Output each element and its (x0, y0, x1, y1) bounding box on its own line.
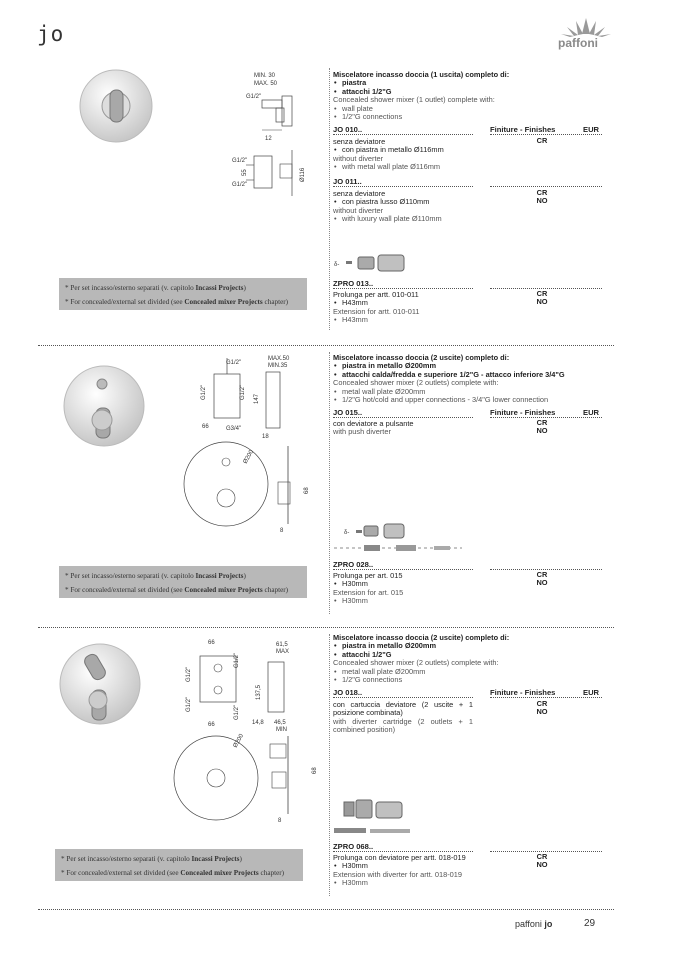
currency-header: EUR (583, 125, 600, 134)
finish-codes: CR NO (536, 418, 548, 435)
dim-66: 66 (202, 424, 209, 430)
description-3: Miscelatore incasso doccia (2 uscite) completo di: • piastra in metallo Ø200mm • attacchi 1/2"G Concealed shower mixer (2 outlets) complete with: • metal wall plate Ø200mm • 1/2"G connections (333, 634, 603, 684)
dim-g2: G1/2" (201, 384, 207, 400)
product-code: JO 018.. (333, 688, 473, 698)
finish-code: CR (536, 136, 548, 145)
dim-8: 8 (278, 818, 282, 824)
extension-illustration (334, 800, 414, 836)
finishes-header: Finiture - Finishes (490, 125, 556, 134)
dim-min: MIN.35 (268, 363, 288, 369)
product-details: con deviatore a pulsante with push diverter (333, 419, 414, 437)
extension-illustration (334, 254, 414, 272)
dim-g4: G1/2" (234, 704, 240, 720)
extension-details: Prolunga per artt. 010-011 • H43mm Extension for artt. 010-011 • H43mm (333, 291, 483, 325)
product-photo-jo-018 (58, 640, 142, 730)
extension-code: ZPRO 068.. (333, 842, 473, 852)
finish-codes: CR NO (536, 188, 548, 205)
dim-46-5: 46,5 (274, 720, 286, 726)
description-1 (333, 71, 603, 121)
dim-d200: Ø200 (242, 449, 256, 465)
dim-12: 12 (265, 136, 272, 142)
page-title: jo (37, 22, 65, 46)
extension-illustration (334, 524, 474, 554)
finishes-header: Finiture - Finishes (490, 688, 556, 697)
dim-61-5: 61,5 (276, 642, 288, 648)
dim-g3: G1/2" (240, 384, 246, 400)
dim-min: MIN (276, 727, 287, 733)
dim-g1: G1/2" (186, 666, 192, 682)
dim-d116: Ø116 (300, 167, 306, 182)
finishes-header: Finiture - Finishes (490, 408, 556, 417)
dim-g3: G1/2" (234, 652, 240, 668)
dim-68: 68 (304, 487, 310, 494)
bullet-it: • attacchi 1/2"G (333, 88, 603, 96)
dim-g3: G1/2" (232, 182, 248, 188)
svg-text:δ-: δ- (344, 530, 350, 536)
product-code: JO 010.. (333, 125, 473, 135)
finish-codes: CR NO (536, 852, 548, 869)
page-number: 29 (584, 918, 596, 929)
product-details: senza deviatore • con piastra in metallo Ø116mm without diverter • with metal wall plate Ø116mm (333, 138, 483, 172)
bullet-en: • 1/2"G connections (333, 113, 603, 121)
dim-d200: Ø200 (232, 733, 246, 749)
svg-text:δ-: δ- (334, 262, 340, 268)
currency-header: EUR (583, 688, 600, 697)
dim-g1: G1/2" (246, 94, 262, 100)
footer-separator (38, 909, 614, 910)
technical-drawing-3 (172, 636, 324, 826)
dim-max: MAX.50 (268, 356, 290, 362)
currency-header: EUR (583, 408, 600, 417)
technical-drawing-2 (196, 354, 324, 534)
extension-details: Prolunga per art. 015 • H30mm Extension for art. 015 • H30mm (333, 572, 483, 606)
note-box: * Per set incasso/esterno separati (v. capitolo Incassi Projects) * For concealed/external set divided (see Concealed mixer Projects chapter) (59, 566, 307, 598)
dim-68: 68 (312, 767, 318, 774)
description-2: Miscelatore incasso doccia (2 uscite) completo di: • piastra in metallo Ø200mm • attacchi calda/fredda e superiore 1/2"G - attacco inferiore 3/4"G Concealed shower mixer (2 outlets) complete with: • metal wall plate Ø200mm • 1/2"G hot/cold and upper connections - 3/4"G lower connection (333, 354, 603, 404)
finish-codes: CR NO (536, 570, 548, 587)
dim-66-top: 66 (208, 640, 215, 646)
column-divider (329, 68, 330, 330)
extension-code: ZPRO 028.. (333, 560, 473, 570)
dim-55: 55 (242, 169, 248, 176)
product-code: JO 015.. (333, 408, 473, 418)
product-details: con cartuccia deviatore (2 uscite + 1 posizione combinata) with diverter cartridge (2 outlets + 1 combined position) (333, 700, 473, 735)
finish-codes: CR NO (536, 289, 548, 306)
brand-logo-text: paffoni (558, 36, 598, 50)
dim-66-bottom: 66 (208, 722, 215, 728)
dim-max: MAX. 50 (254, 81, 278, 87)
note-box: * Per set incasso/esterno separati (v. capitolo Incassi Projects) * For concealed/external set divided (see Concealed mixer Projects chapter) (55, 849, 303, 881)
dim-max: MAX (276, 649, 290, 655)
technical-drawing-1 (232, 70, 312, 200)
dim-g34: G3/4" (226, 426, 242, 432)
extension-code: ZPRO 013.. (333, 279, 473, 289)
finish-codes: CR NO (536, 699, 548, 716)
product-photo-jo-010 (78, 68, 154, 144)
bullet-en: • wall plate (333, 105, 603, 113)
dim-18: 18 (262, 434, 269, 440)
desc-it: Miscelatore incasso doccia (1 uscita) completo di: (333, 70, 510, 79)
column-divider (329, 634, 330, 896)
section-1 (0, 60, 678, 344)
dim-14-8: 14,8 (252, 720, 264, 726)
column-divider (329, 352, 330, 614)
bullet-it: • piastra (333, 79, 603, 87)
note-box: * Per set incasso/esterno separati (v. capitolo Incassi Projects) * For concealed/external set divided (see Concealed mixer Projects chapter) (59, 278, 307, 310)
product-code: JO 011.. (333, 177, 473, 187)
desc-en: Concealed shower mixer (1 outlet) complete with: (333, 95, 495, 105)
dim-g1: G1/2" (226, 360, 242, 366)
dim-min: MIN. 30 (254, 73, 276, 79)
dim-147: 147 (254, 393, 260, 404)
dim-g2: G1/2" (186, 696, 192, 712)
section-2 (0, 346, 678, 626)
product-photo-jo-015 (62, 360, 142, 450)
extension-details: Prolunga con deviatore per artt. 018-019 • H30mm Extension with diverter for artt. 018-019 • H30mm (333, 854, 493, 888)
footer-brand: paffoni jo (515, 919, 553, 929)
dim-137-5: 137,5 (256, 684, 262, 700)
product-details: senza deviatore • con piastra lusso Ø110mm without diverter • with luxury wall plate Ø110mm (333, 190, 483, 224)
section-3 (0, 628, 678, 908)
dim-g2: G1/2" (232, 158, 248, 164)
dim-8: 8 (280, 528, 284, 534)
